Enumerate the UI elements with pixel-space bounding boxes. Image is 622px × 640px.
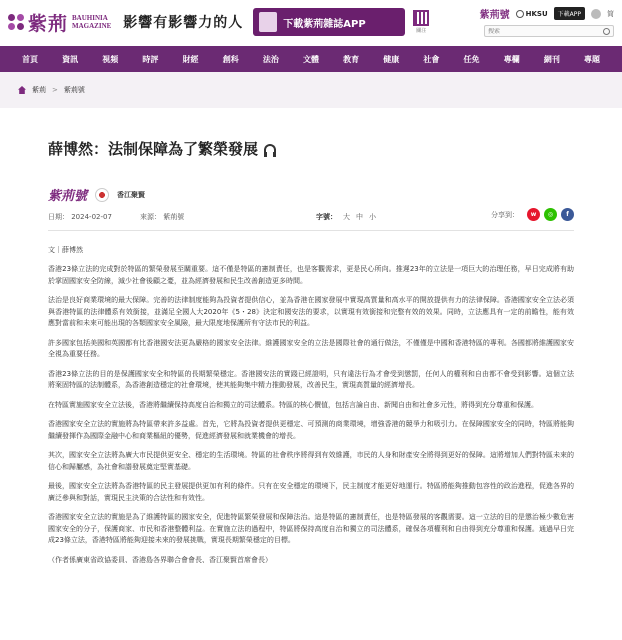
font-size-controls [316, 212, 376, 222]
qr-code[interactable] [413, 10, 429, 34]
article-paragraph: 其次，國家安全立法將為廣大市民提供更安全、穩定的生活環境。特區的社會秩序將得到有效維護，市民的人身和財產安全將得到更好的保障。這將增加人們對特區未來的信心和歸屬感，為社會和諧發展奠定堅實基礎。 [48, 451, 574, 471]
font-size-large[interactable]: 大 [343, 213, 350, 221]
nav-appointments[interactable]: 任免 [463, 54, 480, 64]
nav-law[interactable]: 法治 [262, 54, 279, 64]
article-paragraph: 許多國家包括美國和英國都有比香港國安法更為嚴格的國家安全法律。維護國家安全的立法是國際社會的通行做法，不僅僅是中國和香港特區的專利。各國都將維護國家安全視為重要任務。 [48, 338, 574, 358]
article-paragraph: 香港國家安全立法的實施是為了維護特區的國家安全，促進特區繁榮發展和保障法治。這是特區的憲制責任，也是特區發展的客觀需要。這一立法的目的是懲治極少數危害國家安全的分子，保護商家、市民和香港整體利益。在實施立法的過程中，特區將保持高度自治和獨立的司法體系，確保各項權利和自由得到充分尊重和保護。通過早日完成23條立法，香港特區將能夠迎接未來的發展挑戰，實現長期繁榮穩定的目標。 [48, 513, 574, 544]
article-title-row [48, 138, 574, 159]
logo-english-line-1: BAUHINIA [72, 14, 108, 22]
nav-culture[interactable]: 文體 [302, 54, 319, 64]
phone-app-icon [259, 12, 277, 32]
nav-commentary[interactable]: 時評 [142, 54, 159, 64]
author-footnote: （作者係廣東省政協委員、香港島各界聯合會會長、香江聚賢首席會長） [48, 555, 272, 564]
site-header [0, 0, 622, 44]
headphone-icon[interactable] [264, 144, 276, 154]
qr-label: 關注 [416, 28, 427, 34]
qr-code-icon [413, 10, 429, 26]
article-body [48, 245, 574, 565]
author-logo: 紫荊號 [48, 189, 88, 204]
nav-news[interactable]: 資訊 [62, 54, 79, 64]
hksu-label: HKSU [525, 9, 548, 18]
user-icon[interactable] [591, 9, 601, 19]
font-size-label: 字號： [316, 213, 337, 221]
weibo-icon[interactable]: w [527, 208, 540, 221]
app-download-banner[interactable] [253, 8, 405, 36]
wechat-icon[interactable]: ◎ [544, 208, 557, 221]
article-paragraph: 香港23條立法的目的是保護國家安全和特區的長期繁榮穩定。香港國安法的實踐已經證明，只有違法行為才會受到懲罰，任何人的權利和自由都不會受到影響。這個立法將案固特區的法制體系，為香港創造穩定的社會環境，使其能夠集中精力推動發展，改善民生，實現高質量的經濟增長。 [48, 369, 574, 389]
home-icon[interactable] [18, 86, 26, 94]
article-paragraph: 法治是良好商業環境的最大保障。完善的法律制度能夠為投資者提供信心，並為香港在國家發展中實現高質量和高水平的開放提供有力的法律保障。香港國家安全立法必須與香港特區的法律體系有效銜接，並滿足全國人大2020年《5・28》決定和國安法的要求，以實現有效銜接和完整有效的效果。同時，立法應具有一定的前瞻性，能有效應對當前和未來可能出現的各類國家安全風險，最大限度地保護所有守法市民的利益。 [48, 296, 574, 327]
nav-epaper[interactable]: 網刊 [543, 54, 560, 64]
article-paragraph: 最後，國家安全立法將為香港特區的民主發展提供更加有利的條件。只有在安全穩定的環境下，民主制度才能更好地運行。特區將能夠推動包容性的政治進程，促進各界的廣泛參與和對話，實現民主決策的合法性和有效性。 [48, 482, 574, 502]
search-input[interactable] [488, 28, 588, 35]
nav-education[interactable]: 教育 [343, 54, 360, 64]
breadcrumb [0, 72, 622, 108]
download-app-button[interactable]: 下載APP [554, 7, 585, 20]
font-size-medium[interactable]: 中 [356, 213, 363, 221]
hksu-icon [516, 10, 524, 18]
author-row [48, 185, 574, 204]
language-toggle[interactable]: 简 [607, 9, 614, 18]
article-source: 來源： 紫荊號 [140, 213, 185, 221]
article-byline: 文｜薛博然 [48, 246, 83, 254]
bauhinia-hao-link[interactable]: 紫荊號 [479, 10, 510, 21]
article-paragraph: 在特區實施國家安全立法後，香港將繼續保持高度自治和獨立的司法體系。特區的核心價值，包括言論自由、新聞自由和社會多元性，將得到充分尊重和保護。 [48, 400, 538, 409]
article-meta [48, 212, 574, 231]
share-label: 分享到： [491, 210, 519, 219]
article-paragraph: 香港國家安全立法的實施將為特區帶來許多益處。首先，它將為投資者提供更穩定、可預測的商業環境，增強香港的競爭力和吸引力。在保障國家安全的同時，特區將能夠繼續發揮作為國際金融中心和商業樞紐的優勢，促進經濟發展和就業機會的增長。 [48, 420, 574, 440]
nav-columns[interactable]: 專欄 [503, 54, 520, 64]
article-title: 薛博然：法制保障為了繁榮發展 [48, 140, 259, 158]
nav-tech[interactable]: 創科 [222, 54, 239, 64]
avatar[interactable] [95, 188, 109, 202]
nav-video[interactable]: 視頻 [102, 54, 119, 64]
hksu-link[interactable] [516, 10, 548, 18]
article [0, 138, 622, 565]
logo-english-line-2: MAGAZINE [72, 22, 112, 30]
nav-home[interactable]: 首頁 [22, 54, 38, 64]
search-icon[interactable] [603, 28, 610, 35]
logo-chinese: 紫荊 [28, 12, 69, 35]
facebook-icon[interactable]: f [561, 208, 574, 221]
nav-society[interactable]: 社會 [423, 54, 440, 64]
publish-date: 日期： 2024-02-07 [48, 213, 112, 221]
logo-english [72, 14, 111, 30]
share-bar [491, 208, 574, 221]
font-size-small[interactable]: 小 [369, 213, 376, 221]
main-nav [0, 46, 622, 72]
app-download-text: 下載紫荊雜誌APP [283, 18, 366, 30]
search-box [484, 25, 614, 37]
nav-finance[interactable]: 財經 [182, 54, 199, 64]
site-logo[interactable] [8, 9, 111, 36]
breadcrumb-item-bauhinia[interactable]: 紫荊 [32, 86, 46, 94]
site-slogan: 影響有影響力的人 [123, 15, 244, 31]
bauhinia-logo-icon [8, 14, 24, 30]
header-tools [480, 6, 614, 37]
breadcrumb-item-bauhinia-hao[interactable]: 紫荊號 [63, 86, 85, 94]
breadcrumb-separator: > [52, 86, 58, 94]
article-paragraph: 香港23條立法的完成對於特區的繁榮發展至關重要。這不僅是特區的憲制責任，也是客觀需求，更是民心所向。推遲23年的立法是一項巨大的治理任務，早日完成將有助於掌固國家安全防線，減少社會後顧之憂，並為經濟發展和民生改善創造更多時間。 [48, 265, 574, 285]
nav-health[interactable]: 健康 [383, 54, 400, 64]
author-name[interactable]: 香江聚賢 [117, 190, 146, 199]
nav-topics[interactable]: 專題 [583, 54, 600, 64]
